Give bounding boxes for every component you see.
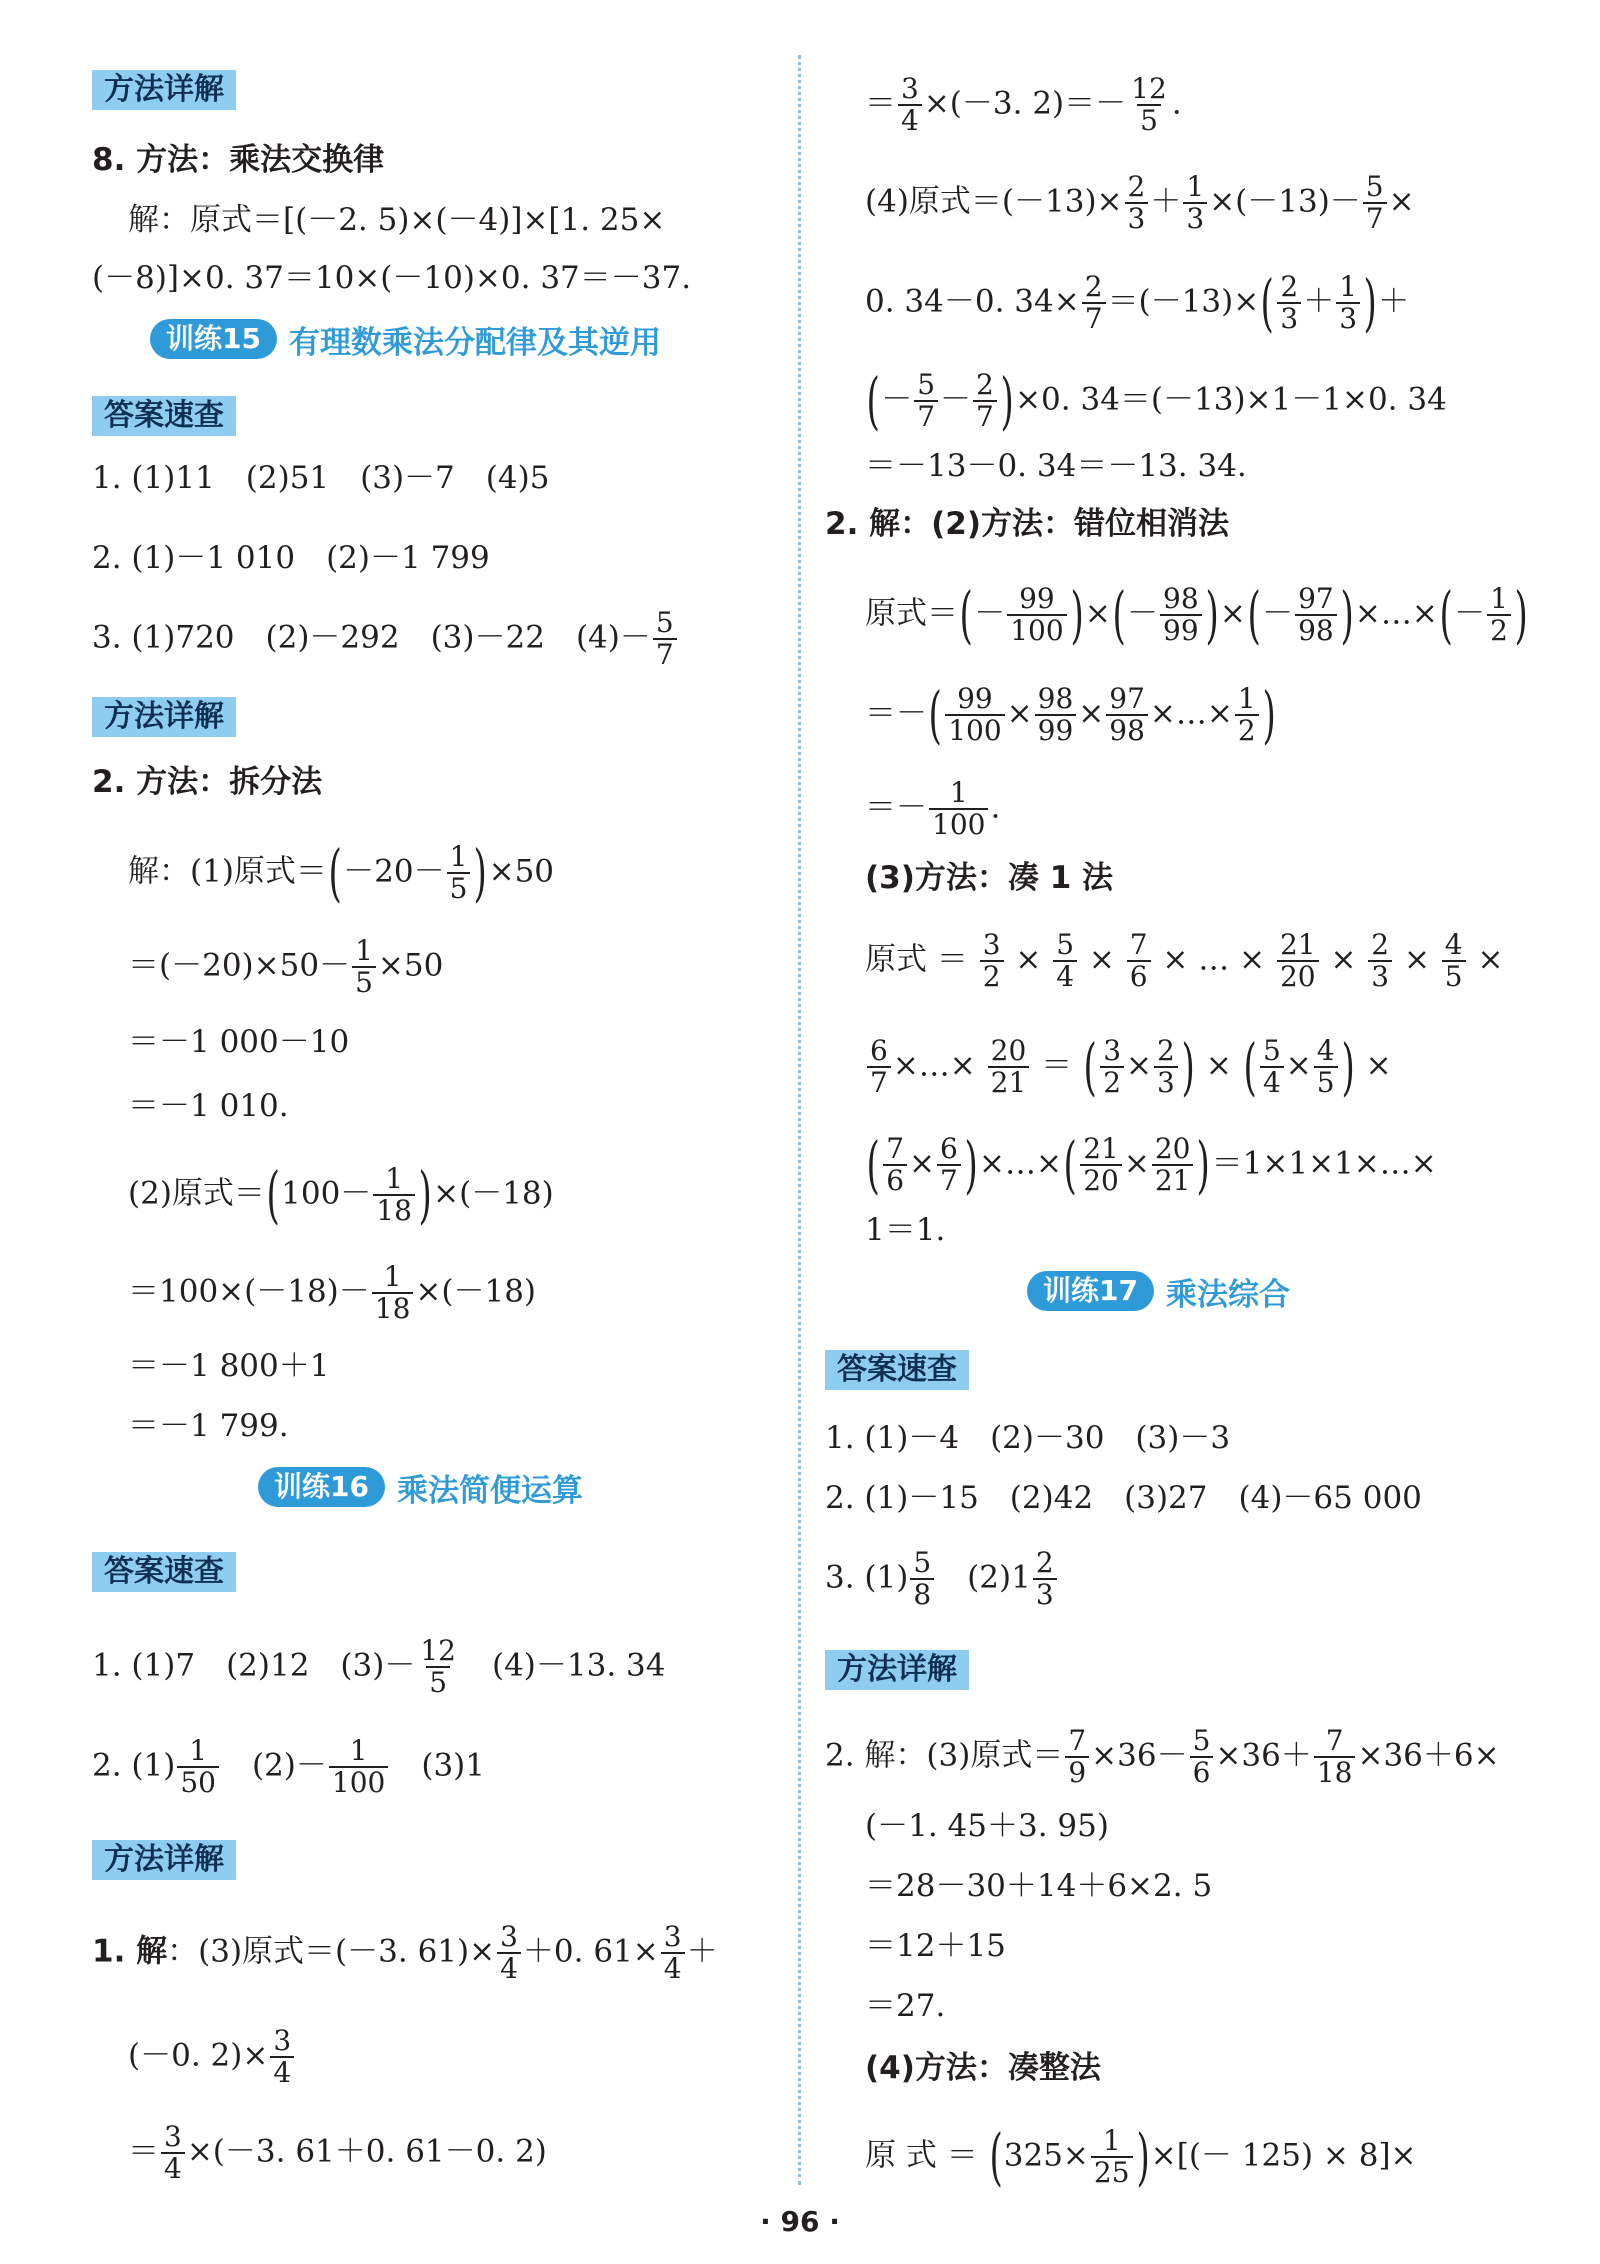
training-tag: 训练16 [258,1467,385,1507]
fraction: $\frac{5}{6}$ [1190,1726,1214,1788]
solution-line: (－0. 2)× $\frac{3}{4}$ [128,2026,296,2088]
solution-line: ＝28－30＋14＋6×2. 5 [865,1868,1213,1904]
fraction: $\frac{5}{7}$ [914,370,938,432]
fraction: $\frac{1}{5}$ [447,842,471,904]
fraction: $\frac{1}{3}$ [1183,172,1207,234]
section-title-text: 有理数乘法分配律及其逆用 [288,324,661,361]
solution-line: ＝－1 800＋1 [128,1348,330,1384]
solution-line: $\frac{6}{7}$ ×…× $\frac{20}{21}$ ＝ ( $\frac{3}{2}$ × $\frac{2}{3}$ ) × ( $\frac{5}{4}$ × $\frac{4}{5}$ ) × [865,1032,1392,1102]
answer-check-header: 答案速查 [92,1552,236,1592]
fraction: $\frac{12}{5}$ [420,1634,456,1699]
solution-line: 原式＝(－ $\frac{99}{100}$ )×(－ $\frac{98}{99}$ )×(－ $\frac{97}{98}$ )×…×(－ $\frac{1}{2}$ ) [865,578,1528,651]
solution-line: (4)原式＝(－13)× $\frac{2}{3}$ ＋ $\frac{1}{3}$ ×(－13)－ $\frac{5}{7}$ × [865,170,1415,235]
solution-line: 1. 解：(3)原式＝(－3. 61)× $\frac{3}{4}$ ＋0. 61× $\frac{3}{4}$ ＋ [92,1920,718,1985]
fraction: $\frac{2}{3}$ [1368,930,1392,992]
fraction: $\frac{4}{5}$ [1314,1036,1338,1098]
fraction: $\frac{12}{5}$ [1131,72,1167,137]
solution-line: 原式 ＝ $\frac{3}{2}$ × $\frac{5}{4}$ × $\frac{7}{6}$ × … × $\frac{21}{20}$ × $\frac{2}{3}$ × $\frac{4}{5}$ × [865,928,1504,993]
fraction: $\frac{2}{7}$ [973,370,997,432]
fraction: $\frac{1}{3}$ [1336,272,1360,334]
fraction: $\frac{2}{3}$ [1125,172,1149,234]
fraction: $\frac{1}{18}$ [372,1262,414,1324]
fraction: $\frac{99}{100}$ [1007,584,1066,646]
method-heading: (4)方法：凑整法 [865,2050,1101,2086]
training-tag: 训练17 [1027,1271,1154,1311]
fraction: $\frac{2}{3}$ [1154,1036,1178,1098]
fraction: $\frac{2}{3}$ [1277,272,1301,334]
solution-line: ＝27. [865,1988,946,2024]
section-title-text: 乘法简便运算 [396,1472,583,1509]
fraction: $\frac{1}{100}$ [929,778,988,840]
answer-line: 3. (1) $\frac{5}{8}$ (2)1 $\frac{2}{3}$ [825,1548,1059,1610]
solution-line: ( $\frac{7}{6}$ × $\frac{6}{7}$ )×…×( $\frac{21}{20}$ × $\frac{20}{21}$ )＝1×1×1×…× [866,1128,1437,1201]
fraction: $\frac{3}{2}$ [1100,1036,1124,1098]
fraction: $\frac{5}{4}$ [1053,930,1077,992]
fraction: $\frac{21}{20}$ [1277,930,1319,992]
fraction: $\frac{5}{7}$ [1363,172,1387,234]
fraction: $\frac{20}{21}$ [1152,1134,1194,1196]
method-detail-header: 方法详解 [825,1650,969,1690]
fraction: $\frac{3}{2}$ [980,930,1004,992]
solution-line: 0. 34－0. 34× $\frac{2}{7}$ ＝(－13)×( $\frac{2}{3}$ ＋ $\frac{1}{3}$ )＋ [865,266,1410,339]
solution-line: ＝－1 799. [128,1408,289,1444]
solution-line: (－8)]×0. 37＝10×(－10)×0. 37＝－37. [92,260,692,296]
answer-line: 2. (1)－1 010 (2)－1 799 [92,540,490,576]
section-title-text: 乘法综合 [1165,1276,1290,1313]
fraction: $\frac{3}{4}$ [270,2026,294,2088]
fraction: $\frac{5}{7}$ [653,608,677,670]
answer-line: 1. (1)11 (2)51 (3)－7 (4)5 [92,460,550,496]
method-heading: 2. 解：(2)方法：错位相消法 [825,506,1230,542]
solution-line: (－1. 45＋3. 95) [865,1808,1109,1844]
solution-line: (2)原式＝(100－ $\frac{1}{18}$ )×(－18) [128,1158,554,1231]
fraction: $\frac{3}{4}$ [161,2122,185,2184]
answer-line: 1. (1)7 (2)12 (3)－ $\frac{12}{5}$ (4)－13. 34 [92,1634,666,1699]
column-divider [798,55,801,2185]
fraction: $\frac{3}{4}$ [497,1922,521,1984]
fraction: $\frac{5}{4}$ [1260,1036,1284,1098]
solution-line: 解：原式＝[(－2. 5)×(－4)]×[1. 25× [128,202,666,238]
solution-line: ＝－1 000－10 [128,1024,350,1060]
fraction: $\frac{2}{7}$ [1082,272,1106,334]
fraction: $\frac{1}{2}$ [1487,584,1511,646]
fraction: $\frac{7}{18}$ [1314,1726,1356,1788]
answer-check-header: 答案速查 [92,396,236,436]
solution-line: ＝100×(－18)－ $\frac{1}{18}$ ×(－18) [128,1260,537,1325]
fraction: $\frac{98}{99}$ [1160,584,1202,646]
fraction: $\frac{7}{6}$ [883,1134,907,1196]
page-number: · 96 · [760,2205,840,2238]
answer-line: 2. (1)－15 (2)42 (3)27 (4)－65 000 [825,1480,1422,1516]
fraction: $\frac{97}{98}$ [1106,684,1148,746]
solution-line: ＝12＋15 [865,1928,1006,1964]
method-detail-header: 方法详解 [92,70,236,110]
method-heading: (3)方法：凑 1 法 [865,860,1114,896]
training-tag: 训练15 [150,319,277,359]
fraction: $\frac{6}{7}$ [937,1134,961,1196]
fraction: $\frac{20}{21}$ [988,1036,1030,1098]
section-title-15 [150,316,661,362]
fraction: $\frac{1}{50}$ [177,1736,219,1798]
fraction: $\frac{2}{3}$ [1033,1548,1057,1610]
fraction: $\frac{7}{9}$ [1065,1726,1089,1788]
fraction: $\frac{1}{5}$ [352,936,376,998]
fraction: $\frac{98}{99}$ [1035,684,1077,746]
fraction: $\frac{1}{18}$ [373,1164,415,1226]
fraction: $\frac{4}{5}$ [1442,930,1466,992]
solution-line: ＝ $\frac{3}{4}$ ×(－3. 2)＝－ $\frac{12}{5}$ . [865,72,1182,137]
fraction: $\frac{97}{98}$ [1295,584,1337,646]
fraction: $\frac{1}{100}$ [329,1736,388,1798]
answer-line: 2. (1) $\frac{1}{50}$ (2)－ $\frac{1}{100}$ (3)1 [92,1734,485,1799]
solution-line: 2. 解：(3)原式＝ $\frac{7}{9}$ ×36－ $\frac{5}{6}$ ×36＋ $\frac{7}{18}$ ×36＋6× [825,1724,1500,1789]
solution-line: ＝－( $\frac{99}{100}$ × $\frac{98}{99}$ × $\frac{97}{98}$ ×…× $\frac{1}{2}$ ) [865,678,1276,751]
fraction: $\frac{7}{6}$ [1127,930,1151,992]
fraction: $\frac{1}{25}$ [1091,2126,1133,2188]
method-detail-header: 方法详解 [92,697,236,737]
section-title-16 [258,1464,583,1510]
method-detail-header: 方法详解 [92,1840,236,1880]
section-title-17 [1027,1268,1290,1314]
solution-line: 1＝1. [865,1212,946,1248]
fraction: $\frac{6}{7}$ [867,1036,891,1098]
fraction: $\frac{5}{8}$ [910,1548,934,1610]
fraction: $\frac{99}{100}$ [945,684,1004,746]
solution-line: ＝－ $\frac{1}{100}$ . [865,776,1001,841]
solution-line: ＝－1 010. [128,1088,289,1124]
solution-line: ＝(－20)×50－ $\frac{1}{5}$ ×50 [128,934,444,999]
solution-line: ＝－13－0. 34＝－13. 34. [865,448,1247,484]
solution-line: 解：(1)原式＝(－20－ $\frac{1}{5}$ )×50 [128,836,555,909]
method-heading: 8. 方法：乘法交换律 [92,142,385,178]
answer-line: 3. (1)720 (2)－292 (3)－22 (4)－ $\frac{5}{7}$ [92,608,679,670]
answer-line: 1. (1)－4 (2)－30 (3)－3 [825,1420,1231,1456]
method-heading: 2. 方法：拆分法 [92,764,323,800]
answer-check-header: 答案速查 [825,1350,969,1390]
solution-line: (－ $\frac{5}{7}$ － $\frac{2}{7}$ )×0. 34＝(－13)×1－1×0. 34 [866,364,1447,437]
solution-line: 原 式 ＝ (325× $\frac{1}{25}$ )×[(－ 125) × 8]× [865,2120,1417,2193]
fraction: $\frac{3}{4}$ [661,1922,685,1984]
fraction: $\frac{1}{2}$ [1235,684,1259,746]
solution-line: ＝ $\frac{3}{4}$ ×(－3. 61＋0. 61－0. 2) [128,2120,547,2185]
fraction: $\frac{3}{4}$ [898,74,922,136]
fraction: $\frac{21}{20}$ [1080,1134,1122,1196]
